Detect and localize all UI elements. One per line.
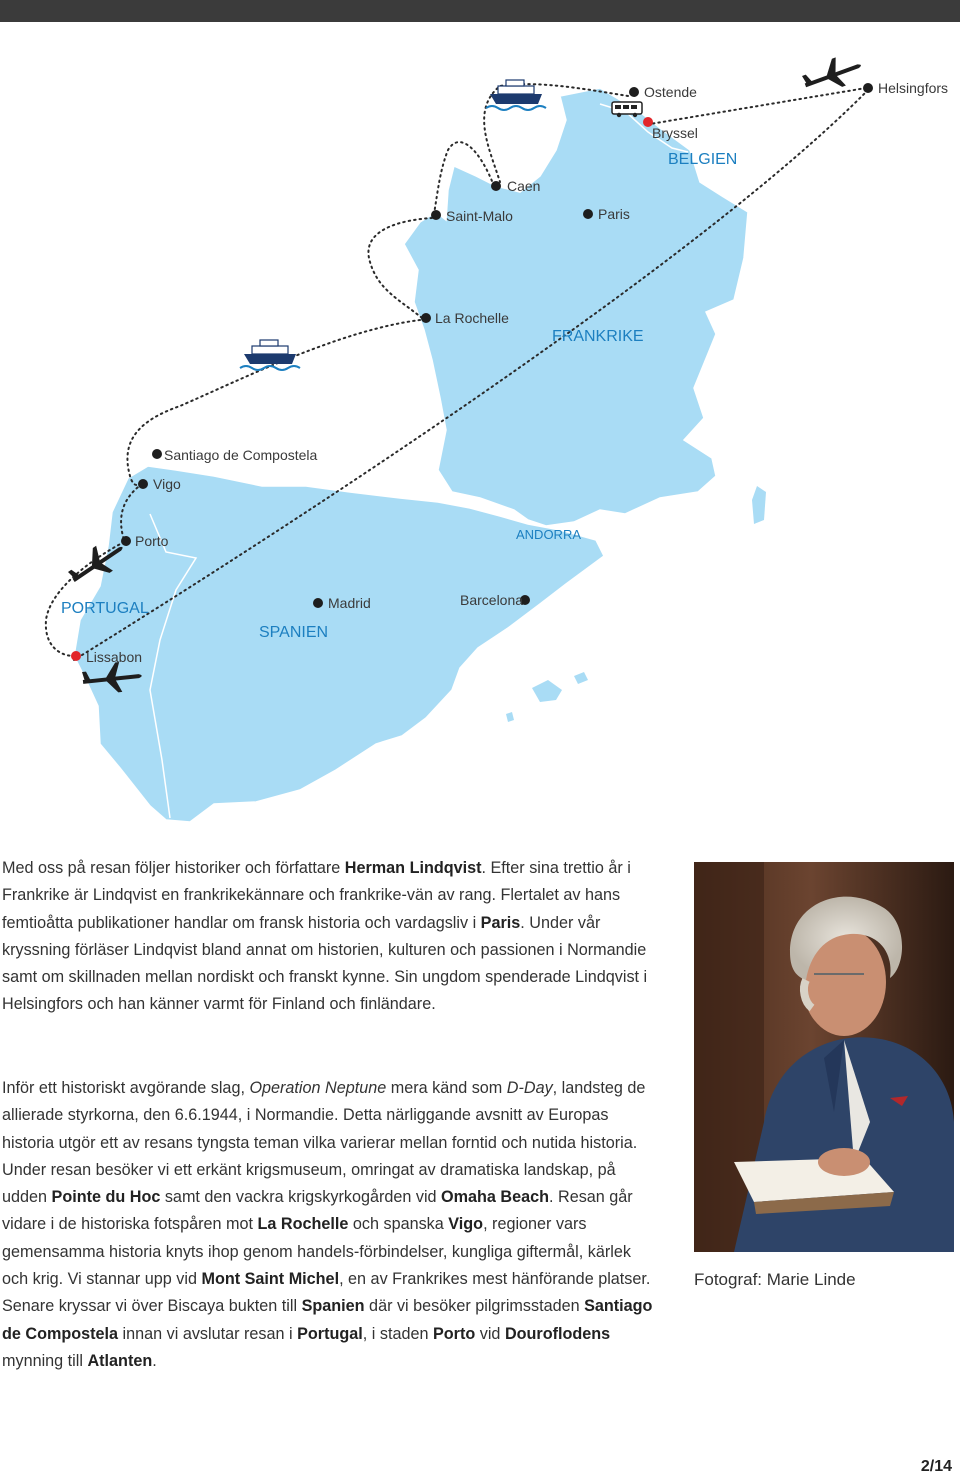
bold-text-run: Spanien: [301, 1297, 365, 1316]
bold-text-run: Herman Lindqvist: [344, 859, 482, 877]
mallorca-land: [532, 680, 562, 702]
city-marker-larochelle: [421, 313, 431, 323]
cruise-ship-icon-2: [240, 340, 300, 370]
bold-text-run: Paris: [480, 913, 521, 932]
text-run: mynning till: [2, 1351, 88, 1370]
city-marker-lissabon: [71, 651, 81, 661]
country-label-andorra: ANDORRA: [516, 527, 582, 542]
city-marker-madrid: [313, 598, 323, 608]
city-marker-porto: [121, 536, 131, 546]
corsica-land: [752, 486, 766, 524]
text-run: Inför ett historiskt avgörande slag,: [2, 1079, 250, 1097]
italic-text-run: D-Day: [506, 1079, 553, 1097]
route-map: [0, 22, 960, 842]
city-label-madrid: Madrid: [328, 595, 371, 611]
text-run: Med oss på resan följer historiker och författare: [2, 859, 345, 877]
city-label-larochelle: La Rochelle: [435, 310, 509, 326]
city-marker-paris: [583, 209, 593, 219]
cruise-ship-icon: [486, 80, 546, 110]
text-run: . Efter sina trettio år i Frankrike är Lindqvist en frankrikekännare och frankrike-vän av rang. Flertalet av hans femtioåtta publikationer handlar om fransk historia och vardagsliv i: [2, 859, 631, 932]
text-run: , regioner vars gemensamma historia knyts ihop genom handels-förbindelser, kungliga giftermål, kärlek och krig. Vi stannar upp vid: [2, 1215, 631, 1289]
city-label-lissabon: Lissabon: [86, 649, 143, 665]
iberia-land: [74, 466, 604, 822]
bold-text-run: Santiago de Compostela: [2, 1297, 653, 1343]
portrait-photo: [694, 862, 954, 1252]
city-label-ostende: Ostende: [644, 84, 697, 100]
photo-caption: Fotograf: Marie Linde: [694, 1270, 856, 1289]
city-marker-caen: [491, 181, 501, 191]
bold-text-run: La Rochelle: [257, 1215, 349, 1234]
city-label-bryssel: Bryssel: [652, 125, 698, 141]
country-label-frankrike: FRANKRIKE: [552, 328, 644, 345]
airplane-icon: [800, 50, 866, 98]
text-run: mera känd som: [386, 1079, 507, 1097]
city-marker-vigo: [138, 479, 148, 489]
bold-text-run: Mont Saint Michel: [201, 1270, 340, 1289]
city-marker-ostende: [629, 87, 639, 97]
text-run: och spanska: [348, 1215, 449, 1234]
bold-text-run: Vigo: [448, 1215, 484, 1234]
city-label-paris: Paris: [598, 206, 630, 222]
city-marker-helsingfors: [863, 83, 873, 93]
country-label-belgien: BELGIEN: [668, 151, 738, 168]
ibiza-land: [506, 712, 514, 722]
bold-text-run: Porto: [432, 1324, 476, 1343]
city-label-saintmalo: Saint-Malo: [446, 208, 513, 224]
country-label-spanien: SPANIEN: [259, 624, 329, 641]
city-label-vigo: Vigo: [153, 476, 181, 492]
city-label-porto: Porto: [135, 533, 169, 549]
bold-text-run: Douroflodens: [504, 1324, 611, 1343]
text-run: . Under vår kryssning förläser Lindqvist bland annat om historien, kulturen och passionen i Normandie samt om skillnaden mellan nordiskt och franskt kynne. Sin ungdom spenderade Lindqvist i Helsingfors och han känner varmt för Finland och finländare.: [2, 913, 648, 1014]
text-run: vid: [475, 1324, 505, 1343]
text-run: . Resan går vidare i de historiska fotspåren mot: [2, 1188, 633, 1234]
text-run: , i staden: [362, 1324, 433, 1343]
text-run: .: [152, 1351, 157, 1370]
text-run: där vi besöker pilgrimsstaden: [364, 1297, 585, 1316]
italic-text-run: Operation Neptune: [249, 1079, 387, 1097]
bold-text-run: Atlanten: [87, 1351, 153, 1370]
city-label-barcelona: Barcelona: [460, 592, 524, 608]
bold-text-run: Omaha Beach: [441, 1188, 550, 1207]
top-bar: [0, 0, 960, 22]
city-label-santiago: Santiago de Compostela: [164, 447, 318, 463]
bold-text-run: Pointe du Hoc: [51, 1188, 161, 1207]
page-number: 2/14: [920, 1458, 952, 1475]
country-label-portugal: PORTUGAL: [61, 600, 149, 617]
text-run: , landsteg de allierade styrkorna, den 6.6.1944, i Normandie. Detta närliggande avsnitt av Europas historia utgör ett av resans tyngsta teman vilka varierar mellan forntid och nutida historia. Under resan besöker vi ett erkänt krigsmuseum, omringat av dramatiska landskap, på udden: [2, 1079, 646, 1207]
city-marker-saintmalo: [431, 210, 441, 220]
city-marker-santiago: [152, 449, 162, 459]
text-run: , en av Frankrikes mest hänförande platser. Senare kryssar vi över Biscaya bukten till: [2, 1270, 651, 1316]
bold-text-run: Portugal: [297, 1324, 363, 1343]
city-label-caen: Caen: [507, 178, 541, 194]
intro-paragraph: [2, 855, 657, 1019]
menorca-land: [574, 672, 588, 684]
text-run: samt den vackra krigskyrkogården vid: [160, 1188, 442, 1207]
text-run: innan vi avslutar resan i: [118, 1324, 298, 1343]
history-paragraph: [2, 1075, 657, 1375]
city-label-helsingfors: Helsingfors: [878, 80, 949, 96]
